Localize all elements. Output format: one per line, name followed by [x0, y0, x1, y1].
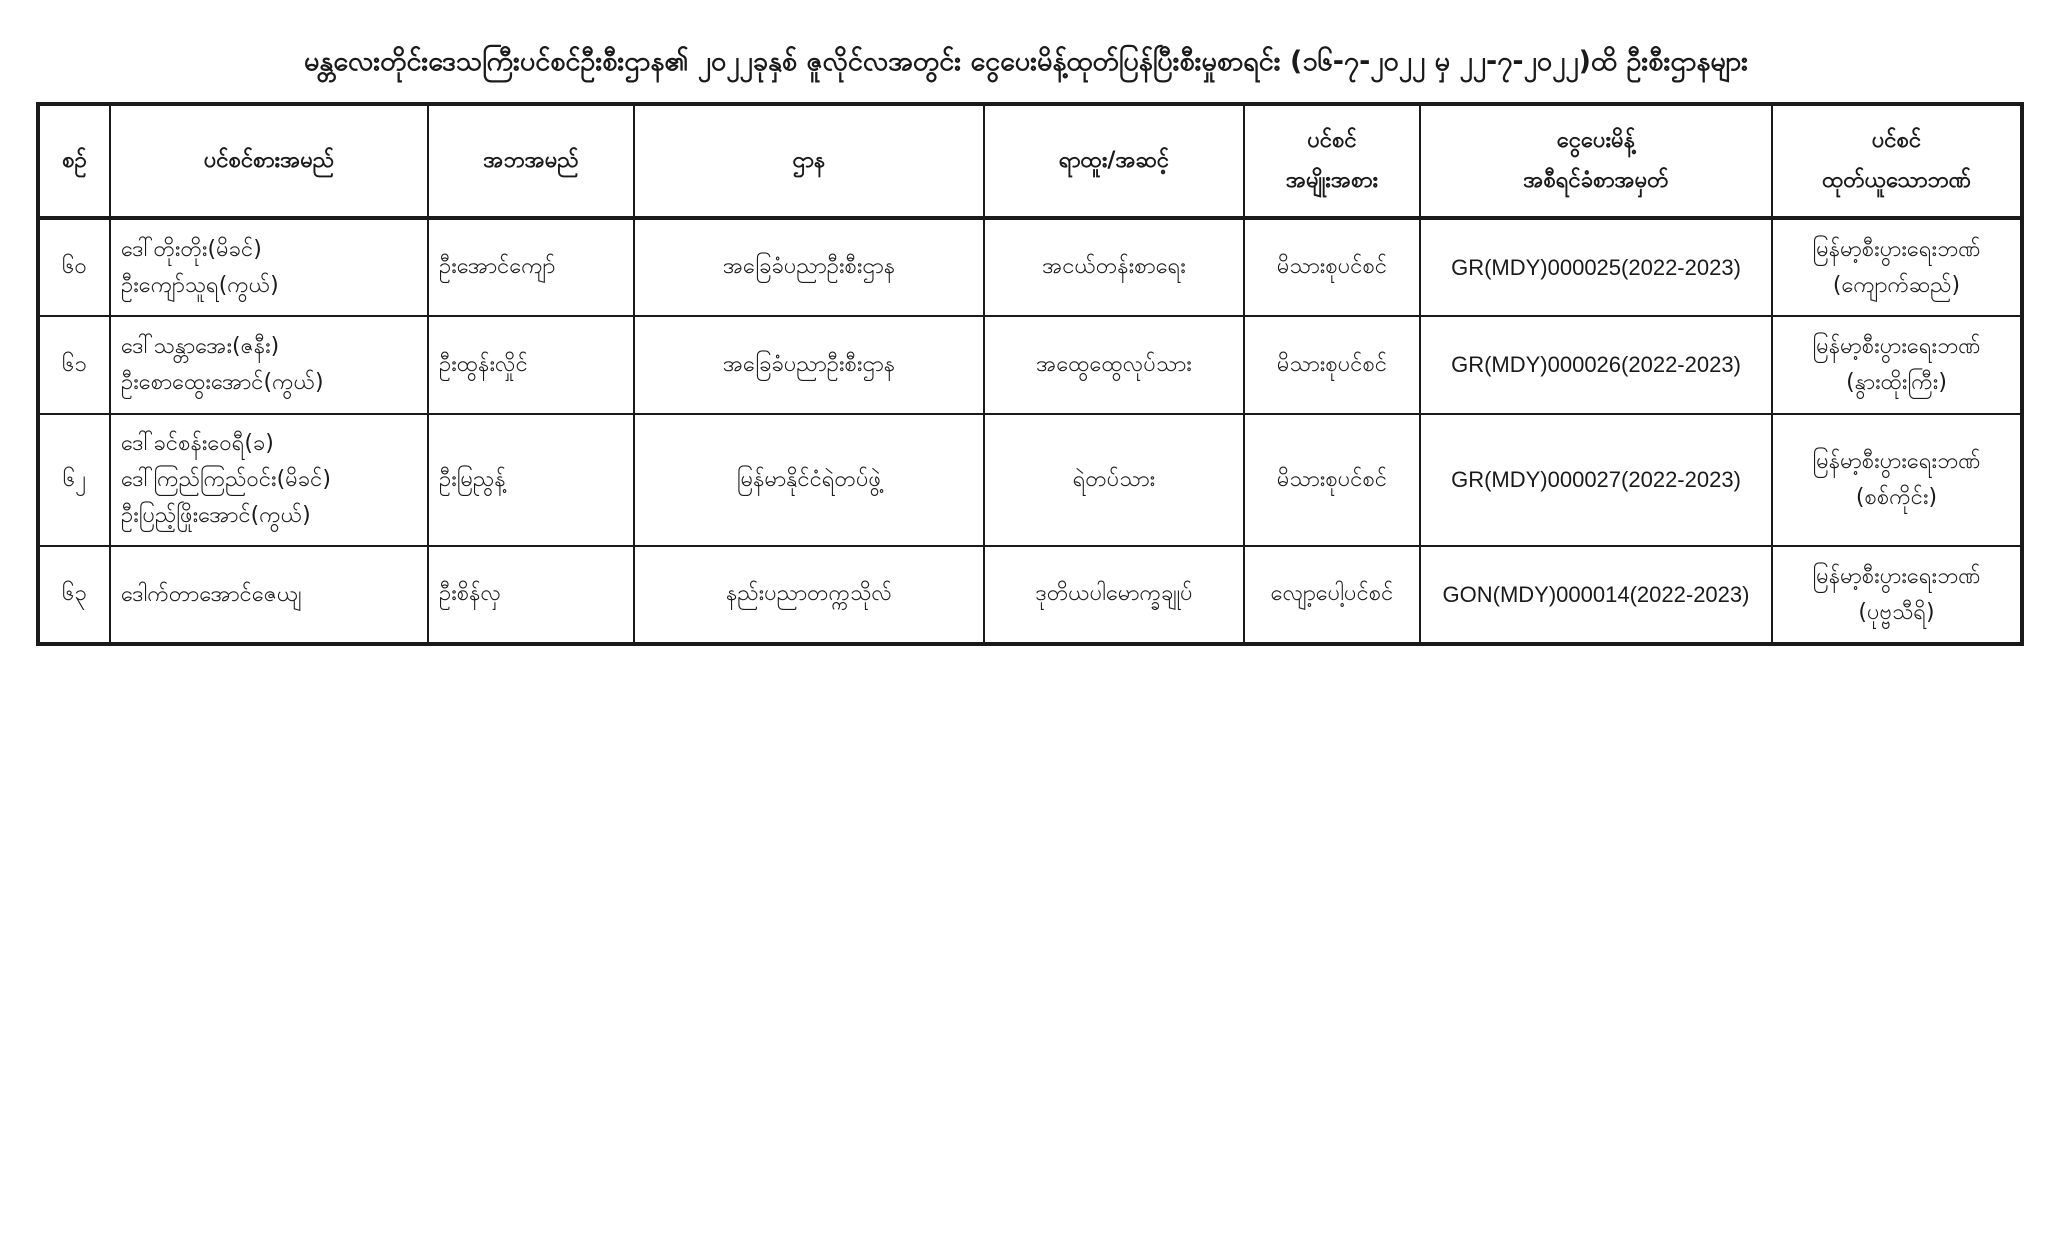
cell-father-name: ဦးစိန်လှ [428, 546, 634, 644]
cell-rank: အငယ်တန်းစာရေး [984, 218, 1244, 316]
table-row [38, 316, 2022, 414]
cell-pensioner-name [110, 546, 428, 644]
header-pension-type-line: ပင်စင် [1307, 128, 1357, 153]
pension-table [36, 102, 2024, 646]
table-row [38, 546, 2022, 644]
cell-no: ၆၂ [38, 414, 110, 546]
cell-bank [1772, 316, 2022, 414]
pensioner-name-line: ဒေါ်ခင်စန်းဝေရီ(ခ) [121, 431, 274, 456]
header-bank [1772, 104, 2022, 218]
cell-department: အခြေခံပညာဦးစီးဌာန [634, 316, 984, 414]
pensioner-name-line: ဒေါက်တာအောင်ဇေယျ [121, 581, 302, 607]
cell-bank [1772, 218, 2022, 316]
pensioner-name-line: ဒေါ်သန္တာအေး(ဇနီး) [121, 334, 280, 359]
cell-order-number: GON(MDY)000014(2022-2023) [1420, 546, 1772, 644]
header-bank-line: ထုတ်ယူသောဘဏ် [1822, 168, 1971, 193]
cell-department: နည်းပညာတက္ကသိုလ် [634, 546, 984, 644]
table-row [38, 414, 2022, 546]
bank-line: မြန်မာ့စီးပွားရေးဘဏ် [1812, 334, 1981, 359]
pensioner-name-line: ဒေါ်ကြည်ကြည်ဝင်း(မိခင်) [121, 467, 331, 492]
header-department: ဌာန [634, 104, 984, 218]
table-header-row [38, 104, 2022, 218]
bank-line: (ကျောက်ဆည်) [1832, 272, 1961, 298]
document-title: မန္တလေးတိုင်းဒေသကြီးပင်စင်ဦးစီးဌာန၏ ၂၀၂၂ခုနှစ် ဇူလိုင်လအတွင်း ငွေပေးမိန့်ထုတ်ပြန်ပြီးစီးမှုစာရင်း (၁၆-၇-၂၀၂၂ မှ ၂၂-၇-၂၀၂၂)ထိ ဦးစီးဌာနများ [303, 46, 1749, 77]
cell-pension-type: မိသားစုပင်စင် [1244, 218, 1420, 316]
bank-line: (နွားထိုးကြီး) [1846, 370, 1947, 395]
cell-father-name: ဦးအောင်ကျော် [428, 218, 634, 316]
cell-pension-type: မိသားစုပင်စင် [1244, 316, 1420, 414]
cell-rank: ဒုတိယပါမောက္ခချုပ် [984, 546, 1244, 644]
cell-pensioner-name [110, 316, 428, 414]
header-bank-line: ပင်စင် [1871, 128, 1922, 153]
pensioner-name-line: ဦးစောထွေးအောင်(ကွယ်) [121, 370, 324, 395]
header-order-number [1420, 104, 1772, 218]
bank-line: (စစ်ကိုင်း) [1855, 485, 1938, 510]
table-row [38, 218, 2022, 316]
cell-department: မြန်မာနိုင်ငံရဲတပ်ဖွဲ့ [634, 414, 984, 546]
header-father-name: အဘအမည် [428, 104, 634, 218]
header-order-number-line: အစီရင်ခံစာအမှတ် [1523, 168, 1669, 193]
cell-order-number: GR(MDY)000025(2022-2023) [1420, 218, 1772, 316]
cell-pension-type: လျော့ပေါ့ပင်စင် [1244, 546, 1420, 644]
pensioner-name-line: ဦးကျော်သူရ(ကွယ်) [121, 272, 279, 298]
bank-line: (ပုဗ္ဗသီရိ) [1858, 599, 1935, 625]
header-no: စဉ် [38, 104, 110, 218]
cell-order-number: GR(MDY)000027(2022-2023) [1420, 414, 1772, 546]
cell-no: ၆၀ [38, 218, 110, 316]
pensioner-name-line: ဒေါ်တိုးတိုး(မိခင်) [121, 236, 262, 262]
bank-line: မြန်မာ့စီးပွားရေးဘဏ် [1812, 449, 1981, 474]
cell-bank [1772, 414, 2022, 546]
header-pensioner-name: ပင်စင်စားအမည် [110, 104, 428, 218]
cell-pension-type: မိသားစုပင်စင် [1244, 414, 1420, 546]
bank-line: မြန်မာ့စီးပွားရေးဘဏ် [1812, 563, 1981, 589]
cell-rank: ရဲတပ်သား [984, 414, 1244, 546]
cell-order-number: GR(MDY)000026(2022-2023) [1420, 316, 1772, 414]
cell-father-name: ဦးထွန်းလှိုင် [428, 316, 634, 414]
cell-father-name: ဦးမြညွန့် [428, 414, 634, 546]
cell-no: ၆၁ [38, 316, 110, 414]
cell-department: အခြေခံပညာဦးစီးဌာန [634, 218, 984, 316]
header-order-number-line: ငွေပေးမိန့် [1556, 128, 1636, 153]
pensioner-name-line: ဦးပြည့်ဖြိုးအောင်(ကွယ်) [121, 503, 311, 528]
header-rank: ရာထူး/အဆင့် [984, 104, 1244, 218]
cell-pensioner-name [110, 414, 428, 546]
cell-rank: အထွေထွေလုပ်သား [984, 316, 1244, 414]
cell-bank [1772, 546, 2022, 644]
header-pension-type-line: အမျိုးအစား [1285, 168, 1379, 193]
cell-pensioner-name [110, 218, 428, 316]
cell-no: ၆၃ [38, 546, 110, 644]
header-pension-type [1244, 104, 1420, 218]
bank-line: မြန်မာ့စီးပွားရေးဘဏ် [1812, 236, 1981, 262]
